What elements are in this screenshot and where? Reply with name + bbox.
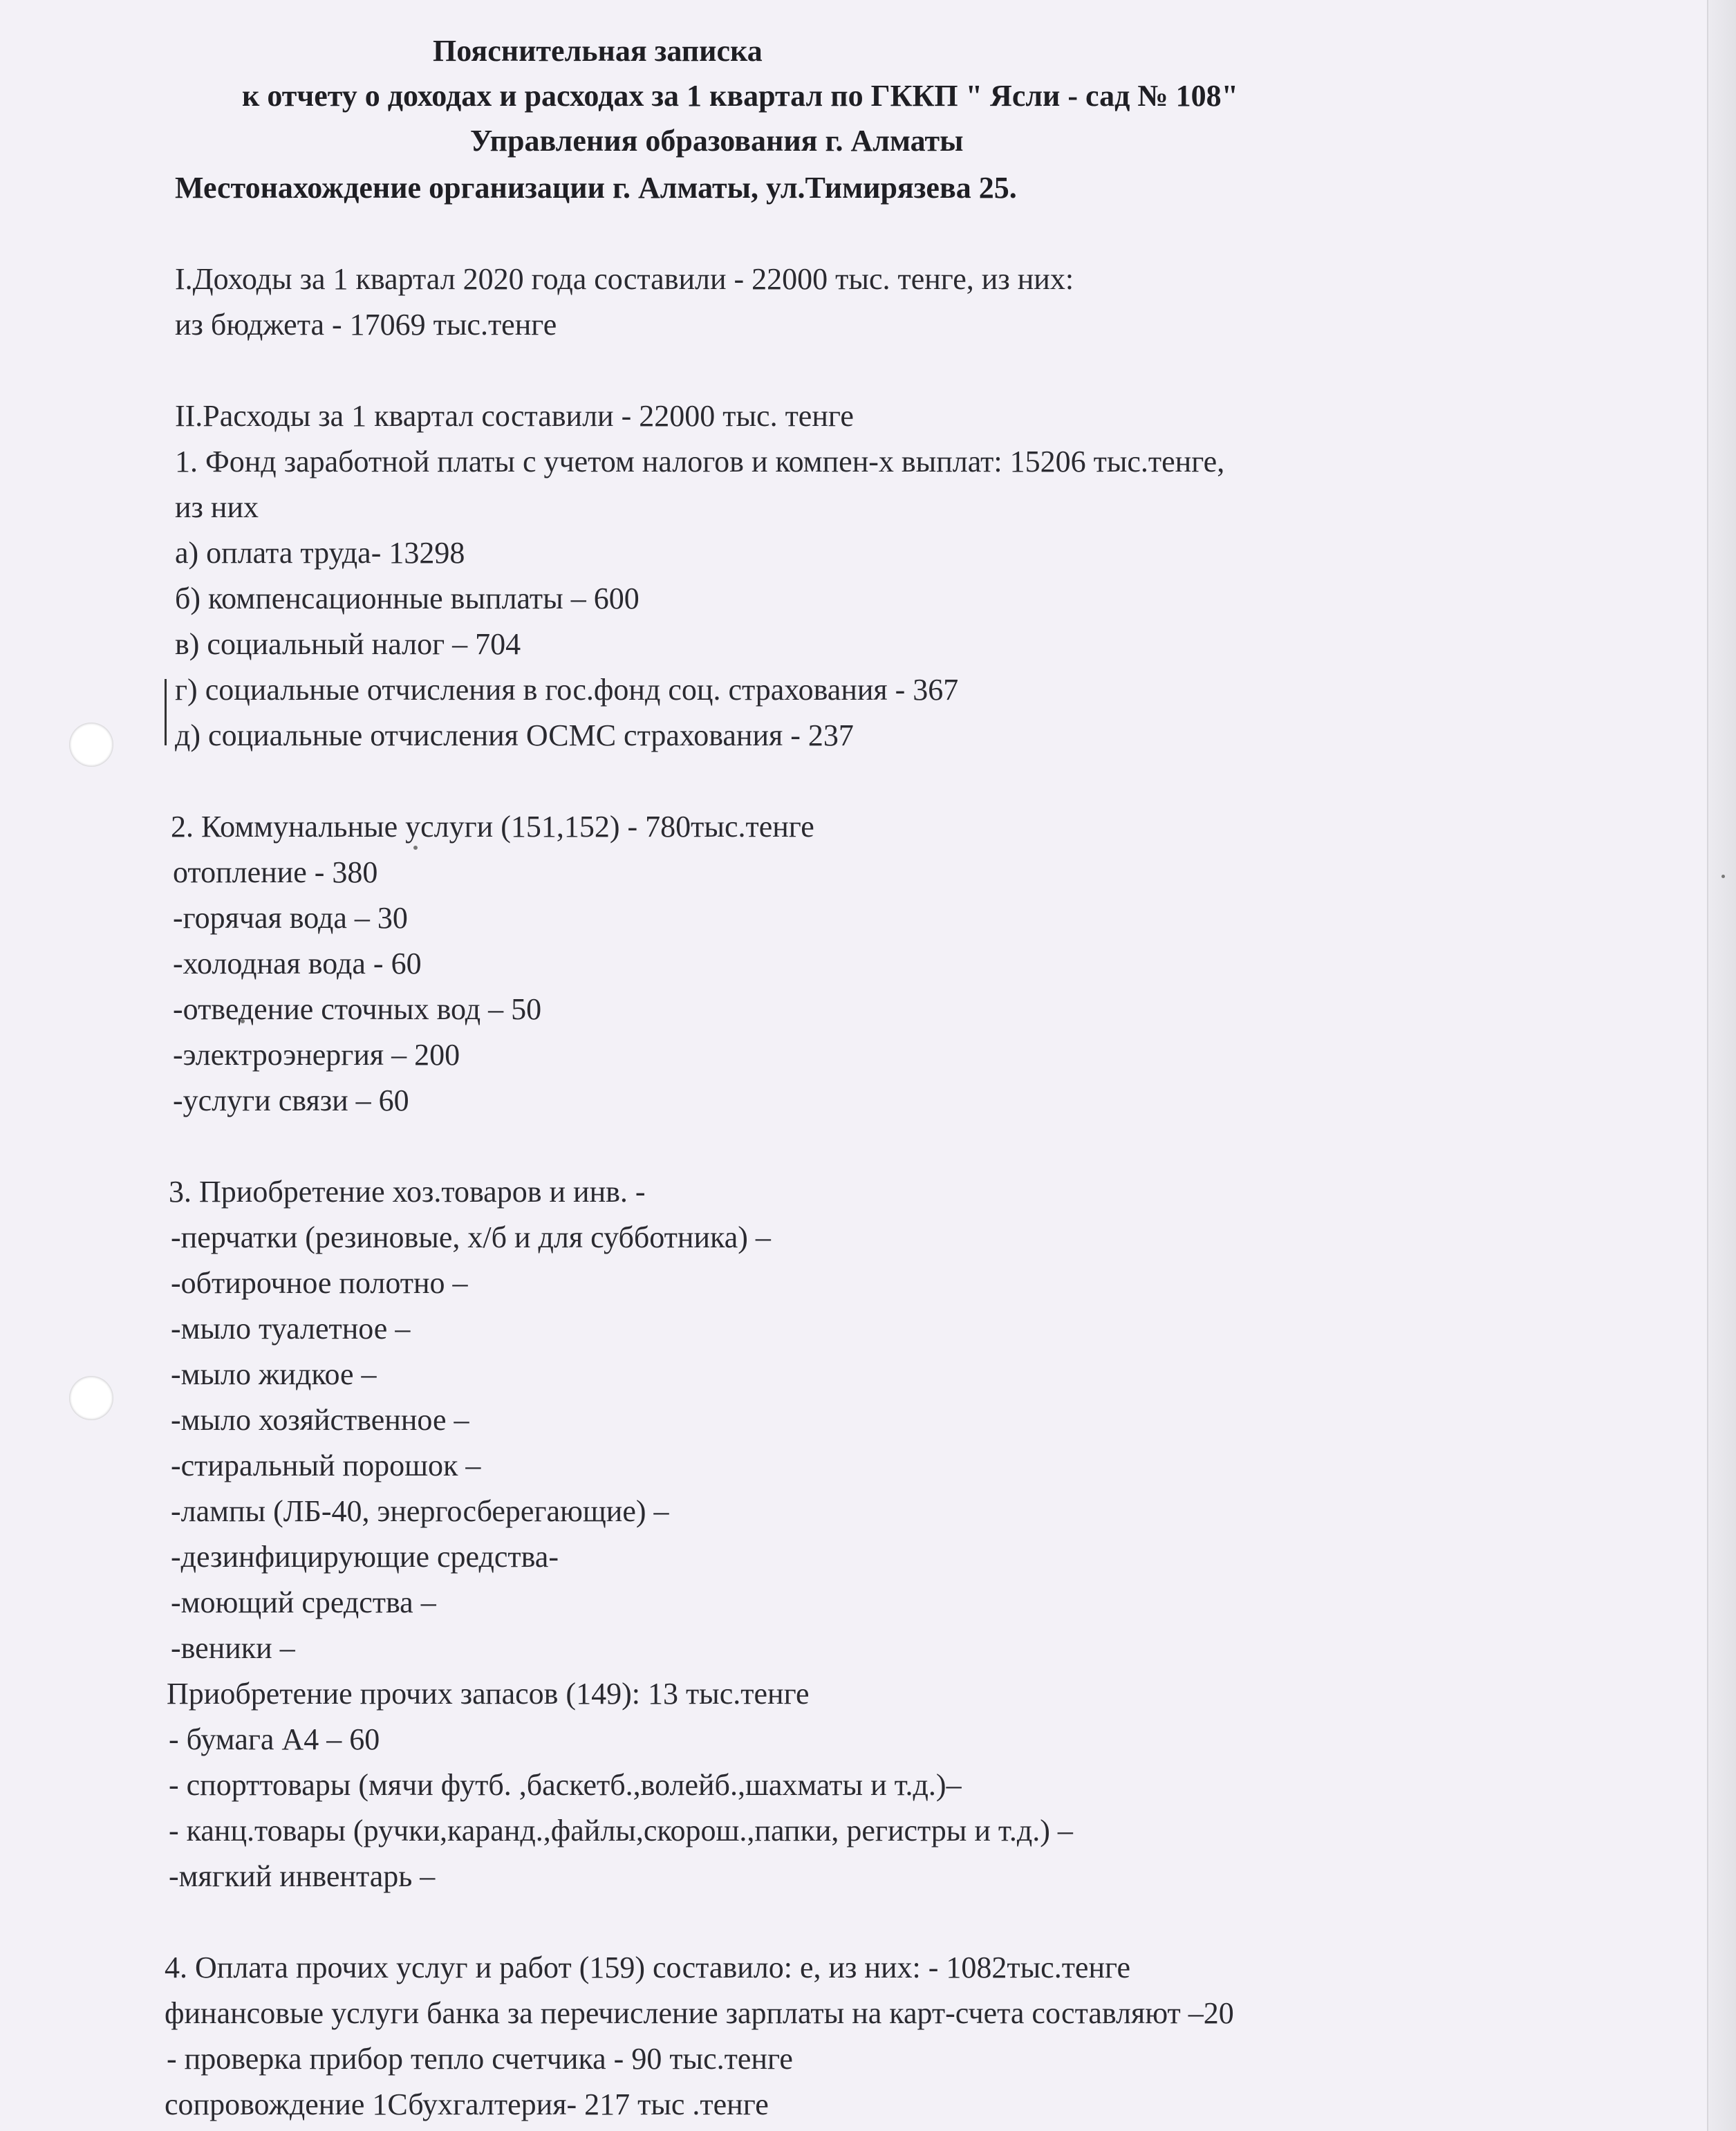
other-stock-heading: Приобретение прочих запасов (149): 13 тыс.тенге <box>167 1677 810 1711</box>
supply-item: -перчатки (резиновые, х/б и для субботника) – <box>171 1220 771 1254</box>
payroll-item: г) социальные отчисления в гос.фонд соц. страхования - 367 <box>175 673 959 707</box>
payroll-heading: 1. Фонд заработной платы с учетом налогов и компен-х выплат: 15206 тыс.тенге, <box>175 445 1225 478</box>
department-line: Управления образования г. Алматы <box>470 124 964 158</box>
paper-edge <box>1707 0 1736 2131</box>
expenses-total: II.Расходы за 1 квартал составили - 22000 тыс. тенге <box>175 399 854 433</box>
punch-hole <box>69 1376 113 1420</box>
supply-item: -моющий средства – <box>171 1585 436 1619</box>
supply-item: -веники – <box>171 1631 295 1665</box>
income-total: I.Доходы за 1 квартал 2020 года составили - 22000 тыс. тенге, из них: <box>175 262 1074 296</box>
utility-item: -холодная вода - 60 <box>173 947 422 980</box>
payroll-of-which: из них <box>175 490 259 524</box>
other-stock-item: - спорттовары (мячи футб. ,баскетб.,волейб.,шахматы и т.д.)– <box>169 1768 962 1802</box>
page-title: Пояснительная записка <box>433 34 763 68</box>
page-subtitle: к отчету о доходах и расходах за 1 квартал по ГККП " Ясли - сад № 108" <box>242 79 1238 113</box>
supply-item: -дезинфицирующие средства- <box>171 1540 559 1574</box>
utility-item: -услуги связи – 60 <box>173 1083 409 1117</box>
scan-speck <box>1721 875 1725 878</box>
income-budget: из бюджета - 17069 тыс.тенге <box>175 308 557 342</box>
utility-item: -отведение сточных вод – 50 <box>173 992 542 1026</box>
scan-speck <box>413 846 418 850</box>
supply-item: -мыло жидкое – <box>171 1357 377 1391</box>
utilities-heading: 2. Коммунальные услуги (151,152) - 780тыс.тенге <box>171 810 814 844</box>
payroll-item: б) компенсационные выплаты – 600 <box>175 581 640 615</box>
service-item: - проверка прибор тепло счетчика - 90 тыс.тенге <box>167 2042 793 2076</box>
supplies-heading: 3. Приобретение хоз.товаров и инв. - <box>169 1175 646 1209</box>
utility-item: -электроэнергия – 200 <box>173 1038 460 1072</box>
margin-mark <box>165 679 167 745</box>
service-item: финансовые услуги банка за перечисление зарплаты на карт-счета составляют –20 <box>165 1996 1234 2030</box>
supply-item: -обтирочное полотно – <box>171 1266 468 1300</box>
punch-hole <box>69 723 113 767</box>
supply-item: -мыло туалетное – <box>171 1312 411 1346</box>
supply-item: -мыло хозяйственное – <box>171 1403 469 1437</box>
utility-item: отопление - 380 <box>173 855 378 889</box>
payroll-item: д) социальные отчисления ОСМС страхования - 237 <box>175 718 854 752</box>
supply-item: -стиральный порошок – <box>171 1449 481 1482</box>
payroll-item: а) оплата труда- 13298 <box>175 536 465 570</box>
other-stock-item: - канц.товары (ручки,каранд.,файлы,скорош.,папки, регистры и т.д.) – <box>169 1814 1073 1848</box>
services-heading: 4. Оплата прочих услуг и работ (159) составило: е, из них: - 1082тыс.тенге <box>165 1951 1130 1984</box>
service-item: сопровождение 1Сбухгалтерия- 217 тыс .тенге <box>165 2087 769 2121</box>
other-stock-item: -мягкий инвентарь – <box>169 1859 436 1893</box>
location-line: Местонахождение организации г. Алматы, ул.Тимирязева 25. <box>175 171 1017 205</box>
payroll-item: в) социальный налог – 704 <box>175 627 521 661</box>
other-stock-item: - бумага А4 – 60 <box>169 1722 380 1756</box>
utility-item: -горячая вода – 30 <box>173 901 408 935</box>
supply-item: -лампы (ЛБ-40, энергосберегающие) – <box>171 1494 669 1528</box>
